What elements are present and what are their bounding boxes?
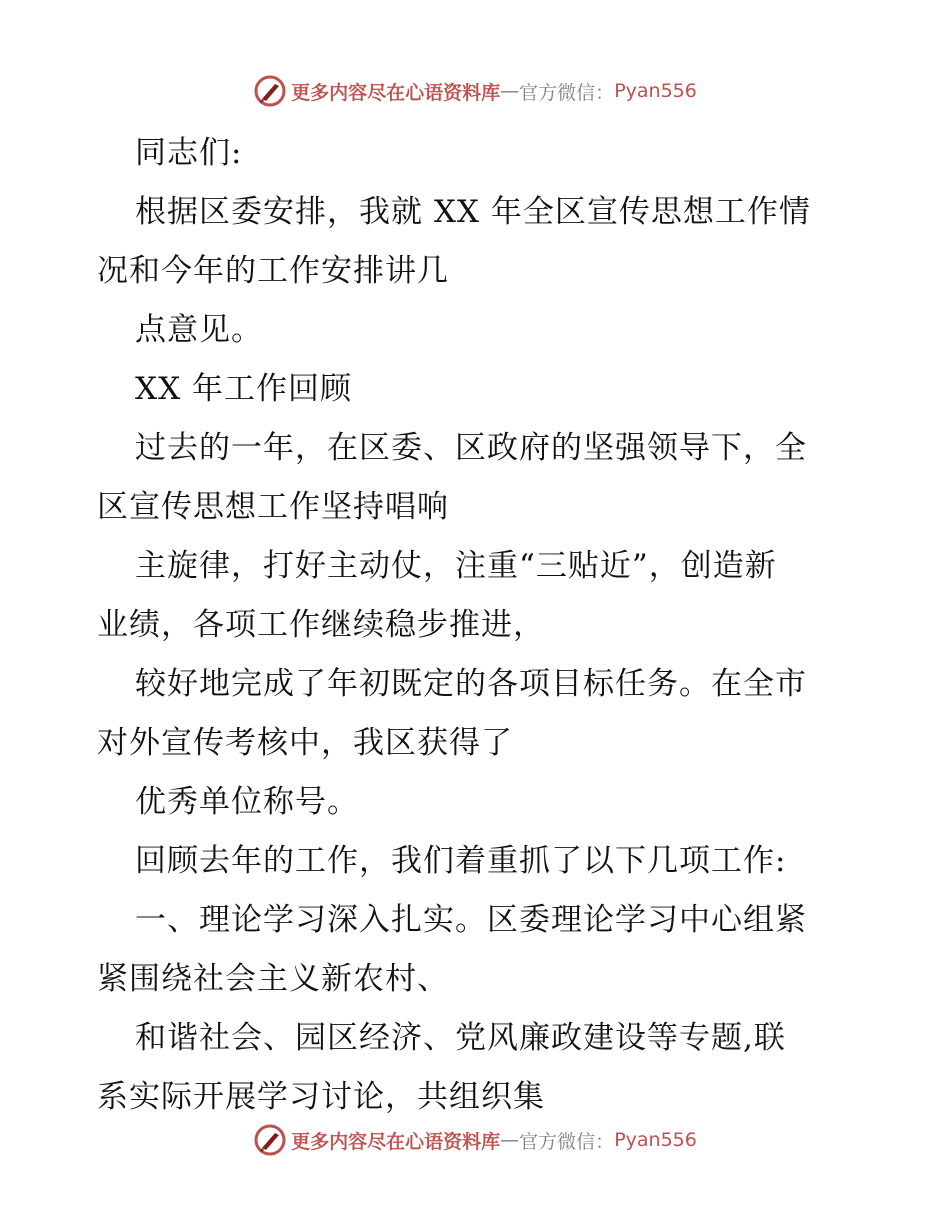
body-line-1: 同志们:	[135, 135, 243, 171]
body-line-4: 点意见。	[135, 312, 263, 348]
body-line-2: 根据区委安排，我就 XX 年全区宣传思想工作情	[135, 194, 811, 230]
watermark-contact-label: 官方微信：	[519, 81, 615, 104]
watermark-contact-id: Pyan556	[614, 1129, 697, 1151]
watermark-separator: —	[500, 1129, 520, 1151]
body-line-9: 业绩，各项工作继续稳步推进，	[97, 607, 545, 643]
watermark-separator: —	[500, 80, 520, 102]
body-line-5: XX 年工作回顾	[135, 371, 352, 407]
body-line-14: 一、理论学习深入扎实。区委理论学习中心组紧	[135, 902, 807, 938]
body-line-17: 系实际开展学习讨论，共组织集	[97, 1079, 545, 1115]
quill-pen-logo-icon	[253, 74, 287, 108]
document-body	[97, 124, 857, 1127]
body-line-3: 况和今年的工作安排讲几	[97, 253, 449, 289]
body-line-6: 过去的一年，在区委、区政府的坚强领导下，全	[135, 430, 807, 466]
watermark-contact-label: 官方微信：	[519, 1130, 615, 1153]
body-line-8: 主旋律，打好主动仗，注重“三贴近”，创造新	[135, 548, 777, 584]
quill-pen-logo-icon	[253, 1123, 287, 1157]
header-watermark	[0, 71, 950, 111]
body-line-13: 回顾去年的工作，我们着重抓了以下几项工作:	[135, 843, 787, 879]
footer-watermark	[0, 1120, 950, 1160]
body-line-16: 和谐社会、园区经济、党风廉政建设等专题,联	[135, 1020, 786, 1056]
body-line-10: 较好地完成了年初既定的各项目标任务。在全市	[135, 666, 807, 702]
watermark-brand-text: 更多内容尽在心语资料库	[291, 81, 501, 104]
body-line-11: 对外宣传考核中，我区获得了	[97, 725, 513, 761]
body-line-15: 紧围绕社会主义新农村、	[97, 961, 449, 997]
watermark-contact-id: Pyan556	[614, 80, 697, 102]
watermark-brand-text: 更多内容尽在心语资料库	[291, 1130, 501, 1153]
body-line-12: 优秀单位称号。	[135, 784, 359, 820]
body-line-7: 区宣传思想工作坚持唱响	[97, 489, 449, 525]
